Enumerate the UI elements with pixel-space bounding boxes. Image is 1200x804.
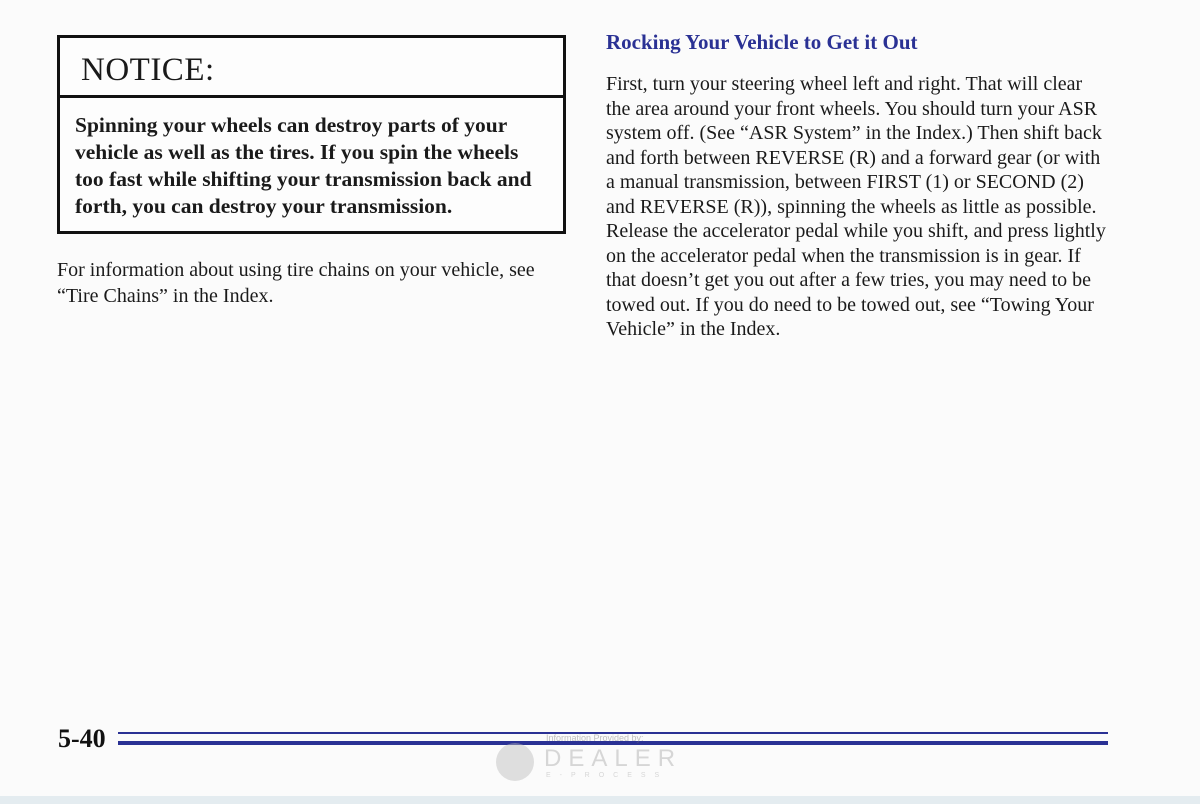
section-heading: Rocking Your Vehicle to Get it Out — [606, 30, 918, 54]
page-bottom-edge — [0, 796, 1200, 804]
section-paragraph: First, turn your steering wheel left and right. That will clear the area around your front wheels. You should turn your ASR system off. (See “ASR System” in the Index.) Then shift back and forth between REVERSE (R) and a forward gear (or with a manual transmission, between FIRST (1) or SECOND (2) and REVERSE (R)), spinning the wheels as little as possible. Release the accelerator pedal while you shift, and press lightly on the accelerator pedal when the transmission is in gear. If that doesn’t get you out after a few tries, you may need to be towed out. If you do need to be towed out, see “Towing Your Vehicle” in the Index. — [606, 73, 1106, 340]
notice-box — [57, 35, 566, 234]
notice-body: Spinning your wheels can destroy parts of your vehicle as well as the tires. If you spin the wheels too fast while shifting your transmission back and forth, you can destroy your transmission. — [75, 113, 532, 218]
page-number: 5-40 — [58, 724, 106, 753]
watermark-logo-icon — [496, 743, 534, 781]
watermark — [494, 733, 704, 785]
rocking-section — [606, 30, 1106, 342]
tire-chains-paragraph: For information about using tire chains on your vehicle, see “Tire Chains” in the Index. — [57, 259, 535, 307]
watermark-sub: E-PROCESS — [546, 772, 669, 779]
notice-title: NOTICE: — [60, 38, 563, 98]
watermark-brand: DEALER — [544, 745, 683, 772]
watermark-caption: Information Provided by: — [546, 733, 644, 743]
